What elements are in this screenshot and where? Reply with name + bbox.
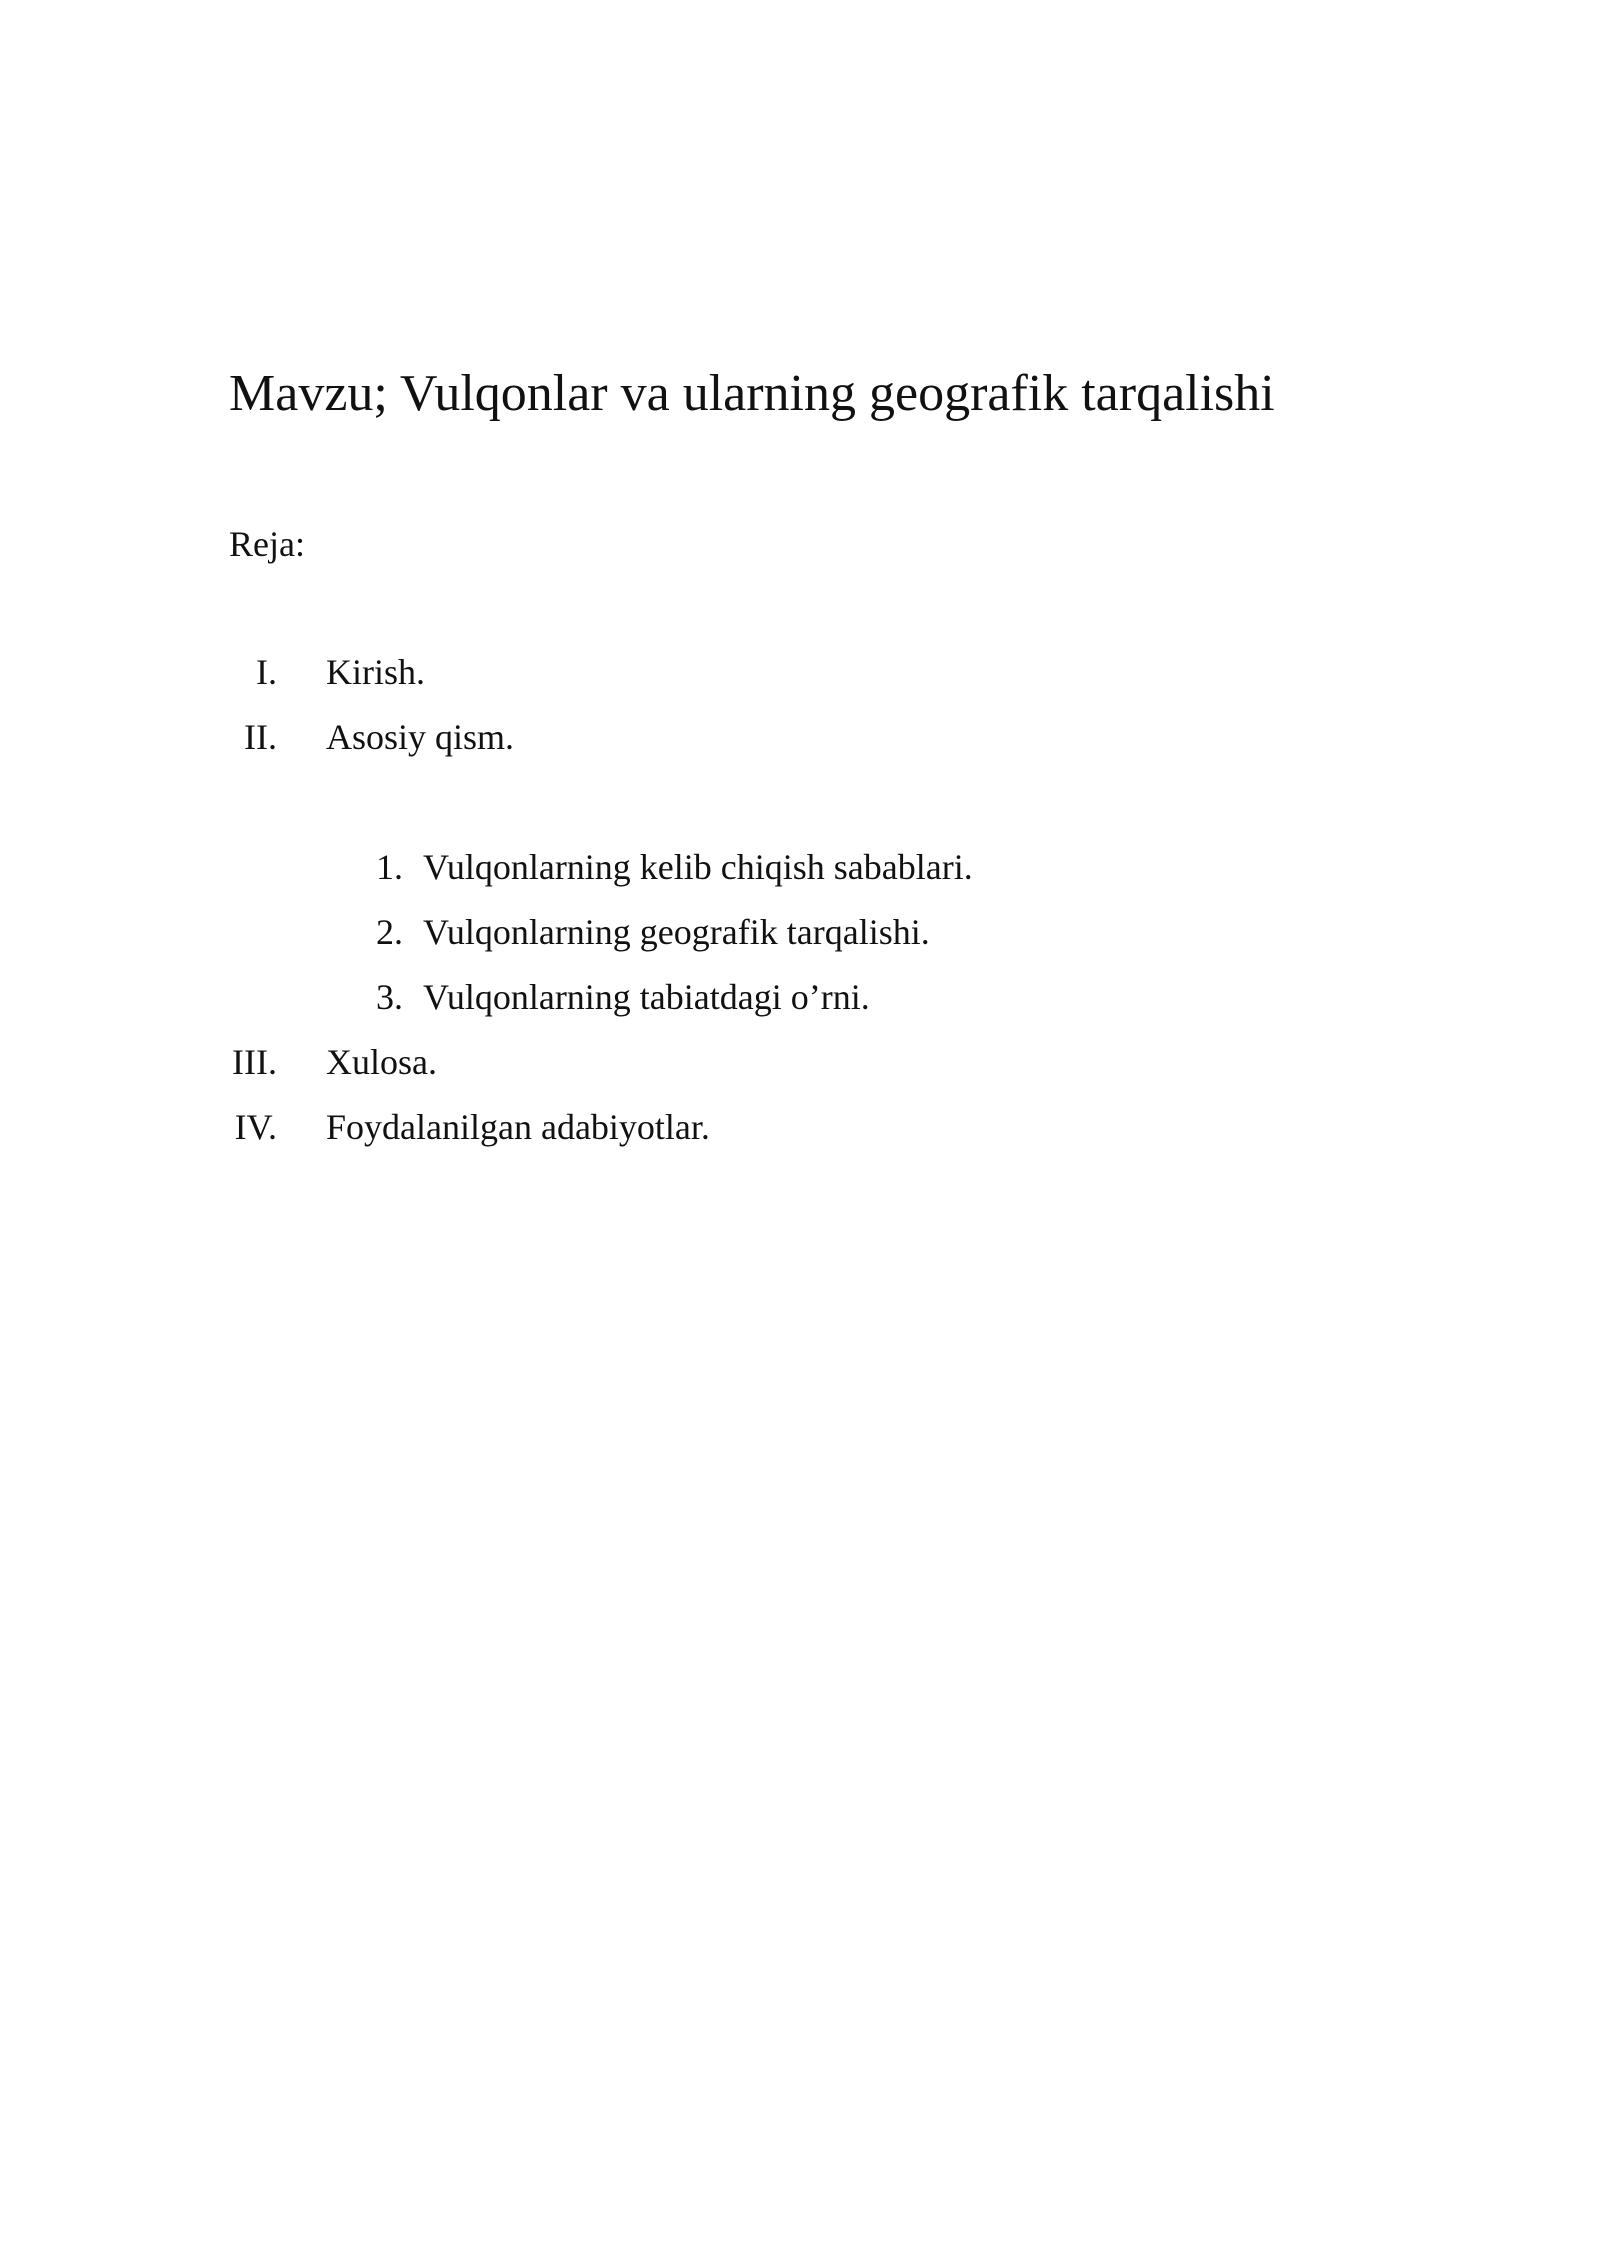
document-title: Mavzu; Vulqonlar va ularning geografik tarqalishi [229,365,1275,422]
outline-subitem-number: 3. [376,977,403,1017]
outline-subitem-number: 1. [376,847,403,887]
outline-item-number: I. [256,652,277,692]
outline-subitem-text: Vulqonlarning geografik tarqalishi. [423,912,930,952]
plan-label: Reja: [229,524,305,564]
outline-item-number: III. [232,1042,277,1082]
outline-subitem-text: Vulqonlarning tabiatdagi o’rni. [423,977,870,1017]
outline-item-number: II. [244,717,277,757]
outline-item-text: Xulosa. [326,1042,437,1082]
outline-subitem-text: Vulqonlarning kelib chiqish sabablari. [423,847,973,887]
outline-item-text: Kirish. [326,652,425,692]
outline-item-number: IV. [234,1107,277,1147]
outline-subitem-number: 2. [376,912,403,952]
outline-item-text: Foydalanilgan adabiyotlar. [326,1107,710,1147]
outline-item-text: Asosiy qism. [326,717,515,757]
